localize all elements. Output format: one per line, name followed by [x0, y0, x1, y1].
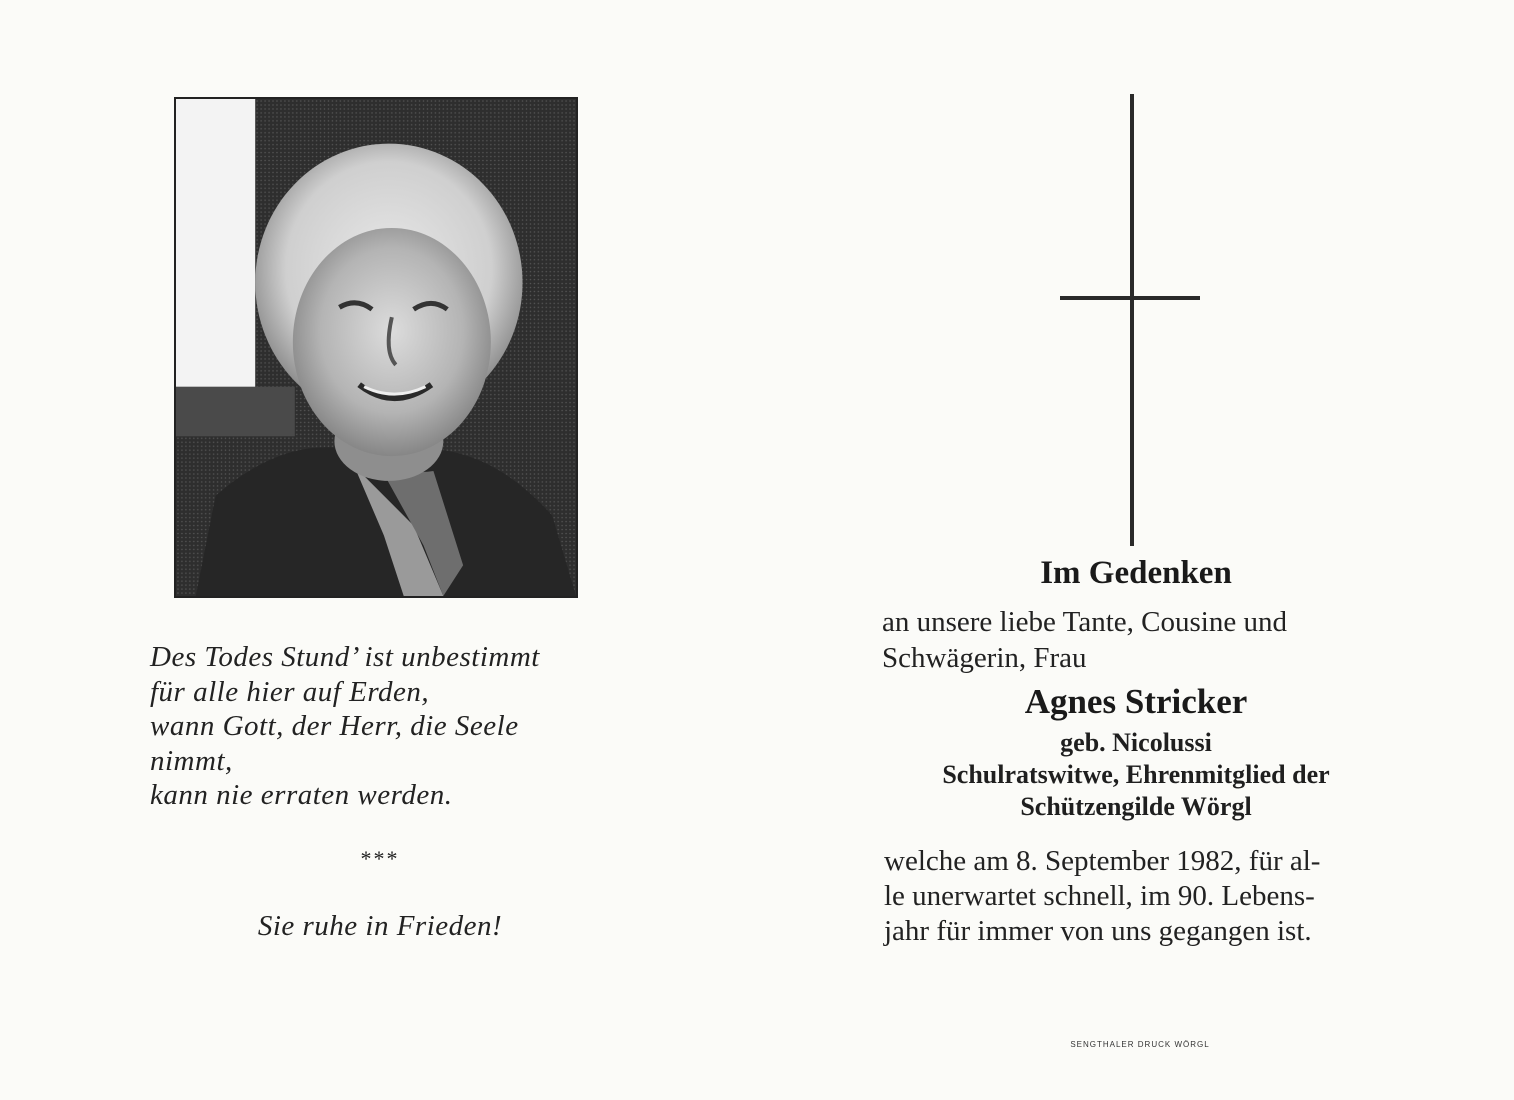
detail-line: Schulratswitwe, Ehrenmitglied der	[942, 760, 1330, 789]
poem-line: nimmt,	[150, 744, 233, 777]
deceased-name: Agnes Stricker	[1024, 682, 1248, 721]
intro-line: an unsere liebe Tante, Cousine und	[882, 606, 1287, 638]
message-line: le unerwartet schnell, im 90. Lebens-	[884, 880, 1315, 912]
closing-blessing: Sie ruhe in Frieden!	[257, 910, 503, 942]
cross-vertical-bar	[1130, 94, 1134, 546]
portrait-photo	[174, 97, 578, 598]
memorial-heading: Im Gedenken	[1040, 555, 1232, 591]
poem	[150, 640, 630, 813]
death-notice-text	[884, 844, 1396, 949]
intro-line: Schwägerin, Frau	[882, 642, 1087, 674]
separator: ***	[360, 846, 400, 871]
cross-horizontal-bar	[1060, 296, 1200, 300]
poem-line: für alle hier auf Erden,	[150, 675, 430, 708]
message-line: jahr für immer von uns gegangen ist.	[884, 915, 1312, 947]
deceased-details	[880, 727, 1392, 823]
poem-line: kann nie erraten werden.	[150, 779, 453, 811]
portrait-photo-image	[176, 99, 576, 596]
message-line: welche am 8. September 1982, für al-	[884, 845, 1321, 877]
intro-text	[882, 604, 1394, 676]
poem-line: Des Todes Stund’ ist unbestimmt	[150, 641, 540, 673]
cross-icon	[1060, 94, 1200, 546]
poem-line: wann Gott, der Herr, die Seele	[150, 710, 519, 742]
maiden-name: geb. Nicolussi	[1060, 728, 1212, 757]
printer-imprint: SENGTHALER DRUCK WÖRGL	[1070, 1040, 1210, 1049]
detail-line: Schützengilde Wörgl	[1020, 792, 1252, 821]
